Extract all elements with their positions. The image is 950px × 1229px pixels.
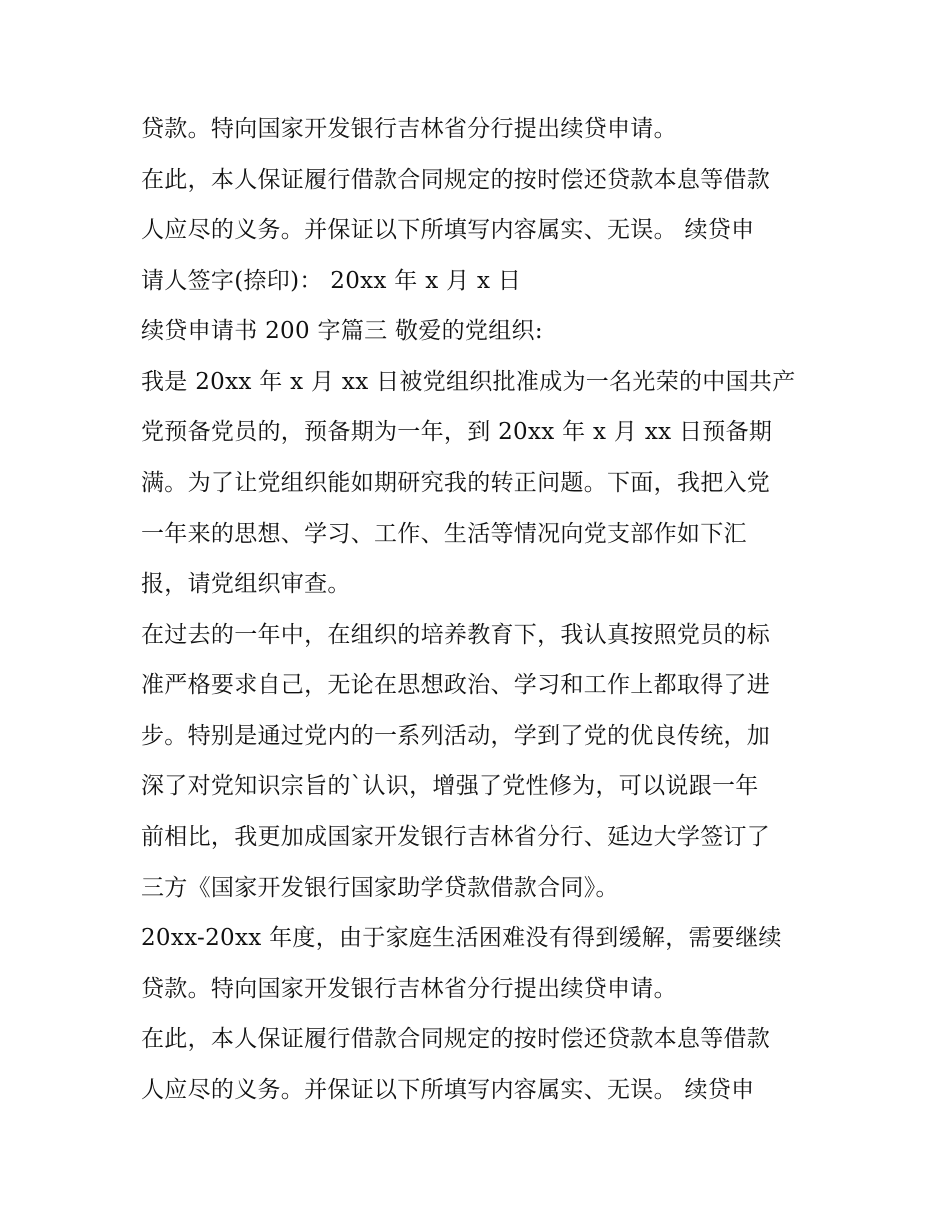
text-line: 我是 20xx 年 x 月 xx 日被党组织批准成为一名光荣的中国共产 <box>141 369 796 395</box>
text-line: 步。特别是通过党内的一系列活动，学到了党的优良传统，加 <box>141 723 771 749</box>
text-line: 在此，本人保证履行借款合同规定的按时偿还贷款本息等借款 <box>141 1026 771 1052</box>
text-line: 20xx-20xx 年度，由于家庭生活困难没有得到缓解，需要继续 <box>141 925 782 951</box>
text-line: 党预备党员的，预备期为一年，到 20xx 年 x 月 xx 日预备期 <box>141 419 773 445</box>
text-line: 续贷申请书 200 字篇三 敬爱的党组织: <box>141 318 543 344</box>
text-line: 在此，本人保证履行借款合同规定的按时偿还贷款本息等借款 <box>141 167 771 193</box>
text-line: 深了对党知识宗旨的`认识，增强了党性修为，可以说跟一年 <box>141 773 759 799</box>
text-line: 人应尽的义务。并保证以下所填写内容属实、无误。 续贷申 <box>141 217 755 243</box>
text-line: 贷款。特向国家开发银行吉林省分行提出续贷申请。 <box>141 116 677 142</box>
text-line: 三方《国家开发银行国家助学贷款借款合同》。 <box>141 875 619 901</box>
text-line: 报，请党组织审查。 <box>141 571 351 597</box>
text-line: 人应尽的义务。并保证以下所填写内容属实、无误。 续贷申 <box>141 1077 755 1103</box>
text-line: 贷款。特向国家开发银行吉林省分行提出续贷申请。 <box>141 976 677 1002</box>
text-line: 在过去的一年中，在组织的培养教育下，我认真按照党员的标 <box>141 622 771 648</box>
text-line: 一年来的思想、学习、工作、生活等情况向党支部作如下汇 <box>141 521 747 547</box>
text-line: 准严格要求自己，无论在思想政治、学习和工作上都取得了进 <box>141 672 771 698</box>
text-line: 前相比，我更加成国家开发银行吉林省分行、延边大学签订了 <box>141 824 771 850</box>
text-line: 请人签字(捺印)： 20xx 年 x 月 x 日 <box>141 268 522 294</box>
text-line: 满。为了让党组织能如期研究我的转正问题。下面，我把入党 <box>141 470 771 496</box>
